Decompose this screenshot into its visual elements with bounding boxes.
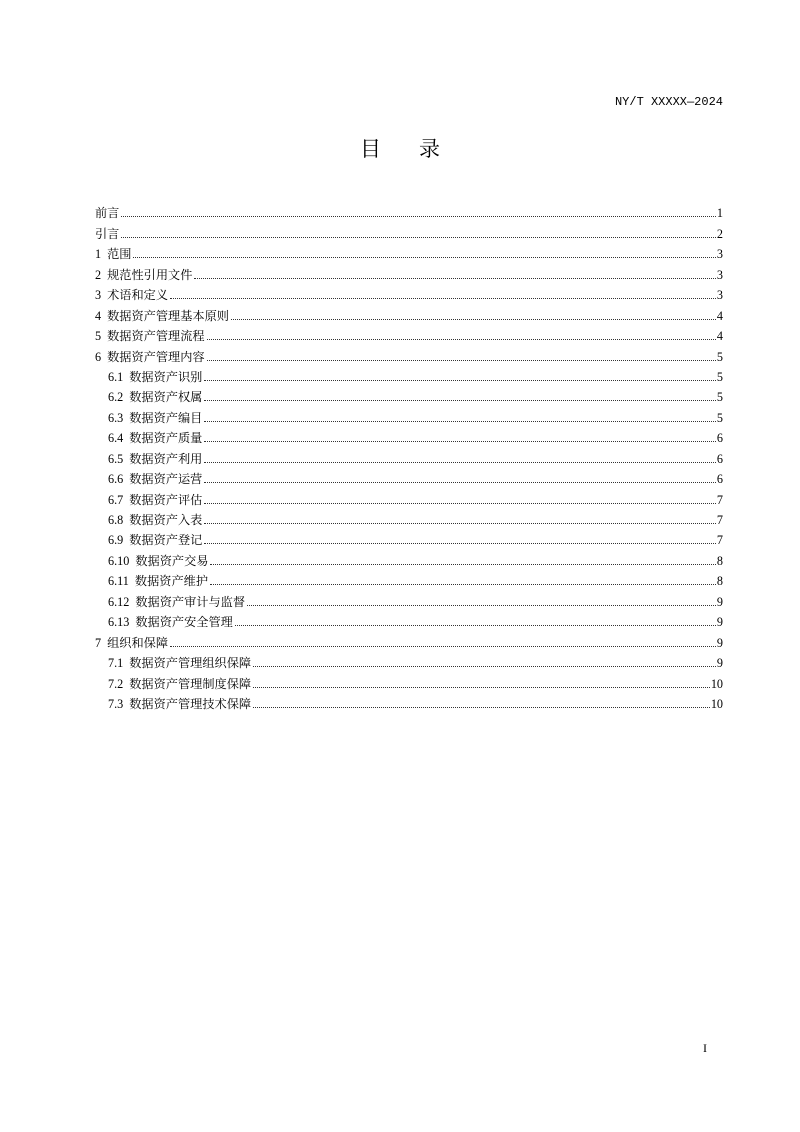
toc-entry[interactable] — [95, 446, 723, 466]
dot-leader — [207, 339, 716, 340]
toc-entry-number: 6.1 — [108, 369, 124, 384]
toc-entry-number: 7.1 — [108, 656, 124, 671]
toc-entry-number: 6.6 — [108, 472, 124, 487]
toc-entry-page: 7 — [716, 513, 723, 527]
dot-leader — [253, 707, 710, 708]
dot-leader — [235, 625, 716, 626]
toc-entry-number: 6.10 — [108, 553, 130, 568]
dot-leader — [170, 298, 716, 299]
toc-entry-number: 6 — [95, 349, 102, 364]
toc-entry[interactable] — [95, 283, 723, 303]
toc-entry-title: 数据资产维护 — [134, 574, 209, 589]
toc-entry-page: 5 — [716, 349, 723, 364]
toc-entry-title: 数据资产权属 — [129, 390, 203, 405]
toc-entry-title: 数据资产管理内容 — [107, 349, 205, 364]
dot-leader — [204, 380, 716, 381]
toc-entry[interactable] — [95, 569, 723, 589]
toc-entry-title: 数据资产管理基本原则 — [107, 308, 229, 323]
toc-entry[interactable] — [95, 508, 723, 528]
toc-entry-page: 10 — [710, 676, 723, 691]
toc-entry-title: 数据资产入表 — [129, 513, 203, 527]
toc-entry-page: 6 — [716, 472, 723, 487]
toc-entry-page: 4 — [716, 329, 723, 344]
toc-entry-number: 4 — [95, 308, 102, 323]
toc-entry-title: 数据资产管理流程 — [107, 329, 205, 344]
toc-entry-page: 8 — [716, 553, 723, 568]
dot-leader — [170, 646, 716, 647]
toc-entry[interactable] — [95, 651, 723, 671]
toc-entry-page: 8 — [716, 574, 723, 589]
toc-entry-page: 6 — [716, 451, 723, 466]
toc-entry-number: 6.2 — [108, 390, 124, 405]
toc-entry-title: 组织和保障 — [107, 635, 169, 650]
dot-leader — [204, 543, 716, 544]
toc-entry[interactable] — [95, 201, 723, 221]
dot-leader — [121, 237, 716, 238]
toc-entry-number: 6.4 — [108, 431, 124, 446]
toc-entry-title: 数据资产管理组织保障 — [129, 656, 252, 671]
toc-entry-number: 1 — [95, 247, 102, 262]
toc-entry-page: 6 — [716, 431, 723, 446]
toc-entry-title: 规范性引用文件 — [107, 267, 193, 282]
toc-entry[interactable] — [95, 467, 723, 487]
toc-entry[interactable] — [95, 344, 723, 364]
toc-entry[interactable] — [95, 610, 723, 630]
toc-entry-title: 数据资产运营 — [129, 472, 203, 487]
toc-entry-page: 2 — [716, 226, 723, 241]
footer-page-number: I — [703, 1041, 707, 1055]
dot-leader — [253, 666, 716, 667]
toc-entry-page: 7 — [716, 492, 723, 507]
title-char: 录 — [419, 137, 440, 161]
dot-leader — [194, 278, 716, 279]
toc-entry-page: 9 — [716, 656, 723, 671]
toc-entry-number: 7.3 — [108, 696, 124, 711]
toc-entry-number: 5 — [95, 329, 102, 344]
toc-entry-number: 6.13 — [108, 615, 130, 630]
toc-entry-title: 前言 — [95, 206, 120, 221]
toc-entry-number: 7 — [95, 635, 102, 650]
toc-entry[interactable] — [95, 221, 723, 241]
dot-leader — [204, 503, 716, 504]
toc-entry[interactable] — [95, 385, 723, 405]
dot-leader — [210, 564, 715, 565]
toc-entry-title: 数据资产评估 — [129, 492, 203, 507]
dot-leader — [204, 400, 716, 401]
toc-entry-title: 数据资产交易 — [135, 553, 209, 568]
toc-entry-page: 4 — [716, 308, 723, 323]
dot-leader — [204, 482, 716, 483]
toc-entry-page: 9 — [716, 594, 723, 609]
dot-leader — [231, 319, 716, 320]
page-title — [0, 133, 800, 163]
toc-entry[interactable] — [95, 528, 723, 548]
toc-entry[interactable] — [95, 303, 723, 323]
toc-entry[interactable] — [95, 487, 723, 507]
toc-entry-number: 6.11 — [108, 574, 129, 589]
toc-entry[interactable] — [95, 630, 723, 650]
toc-entry-title: 数据资产审计与监督 — [135, 594, 246, 609]
dot-leader — [121, 216, 716, 217]
toc-entry-page: 5 — [716, 410, 723, 425]
dot-leader — [204, 462, 716, 463]
toc-entry[interactable] — [95, 426, 723, 446]
table-of-contents — [95, 201, 723, 712]
toc-entry[interactable] — [95, 589, 723, 609]
toc-entry-number: 3 — [95, 288, 102, 303]
title-char: 目 — [360, 137, 381, 161]
toc-entry-page: 1 — [716, 206, 723, 221]
toc-entry-title: 数据资产管理制度保障 — [129, 676, 252, 691]
toc-entry[interactable] — [95, 692, 723, 712]
toc-entry-page: 10 — [710, 696, 723, 711]
dot-leader — [253, 687, 710, 688]
toc-entry[interactable] — [95, 262, 723, 282]
toc-entry[interactable] — [95, 242, 723, 262]
dot-leader — [204, 441, 716, 442]
toc-entry-number: 6.12 — [108, 594, 130, 609]
toc-entry-number: 6.5 — [108, 451, 124, 466]
toc-entry-number: 2 — [95, 267, 102, 282]
dot-leader — [204, 523, 716, 524]
toc-entry-title: 数据资产利用 — [129, 451, 203, 466]
dot-leader — [207, 360, 716, 361]
toc-entry-title: 数据资产质量 — [129, 431, 203, 446]
toc-entry-number: 6.7 — [108, 492, 124, 507]
toc-entry-page: 7 — [716, 533, 723, 548]
toc-entry-page: 9 — [716, 635, 723, 650]
toc-entry-title: 数据资产管理技术保障 — [129, 696, 252, 711]
toc-entry-page: 5 — [716, 369, 723, 384]
toc-entry-number: 6.3 — [108, 410, 124, 425]
toc-entry-number: 6.9 — [108, 533, 124, 548]
toc-entry-number: 7.2 — [108, 676, 124, 691]
toc-entry-page: 3 — [716, 288, 723, 303]
toc-entry-page: 3 — [716, 267, 723, 282]
toc-entry-page: 5 — [716, 390, 723, 405]
toc-entry-number: 6.8 — [108, 513, 124, 527]
toc-entry[interactable] — [95, 365, 723, 385]
toc-entry-title: 引言 — [95, 226, 120, 241]
toc-entry[interactable] — [95, 548, 723, 568]
toc-entry[interactable] — [95, 324, 723, 344]
dot-leader — [210, 584, 716, 585]
dot-leader — [204, 421, 716, 422]
dot-leader — [247, 605, 716, 606]
toc-entry-title: 数据资产安全管理 — [135, 615, 233, 630]
toc-entry-title: 范围 — [107, 247, 132, 262]
toc-entry[interactable] — [95, 405, 723, 425]
toc-entry-title: 数据资产识别 — [129, 369, 203, 384]
toc-entry-page: 9 — [716, 615, 723, 630]
toc-entry-title: 术语和定义 — [107, 288, 169, 303]
dot-leader — [133, 257, 715, 258]
toc-entry-title: 数据资产登记 — [129, 533, 203, 548]
toc-entry[interactable] — [95, 671, 723, 691]
toc-entry-page: 3 — [716, 247, 723, 262]
toc-entry-title: 数据资产编目 — [129, 410, 203, 425]
document-code: NY/T XXXXX—2024 — [614, 95, 723, 109]
